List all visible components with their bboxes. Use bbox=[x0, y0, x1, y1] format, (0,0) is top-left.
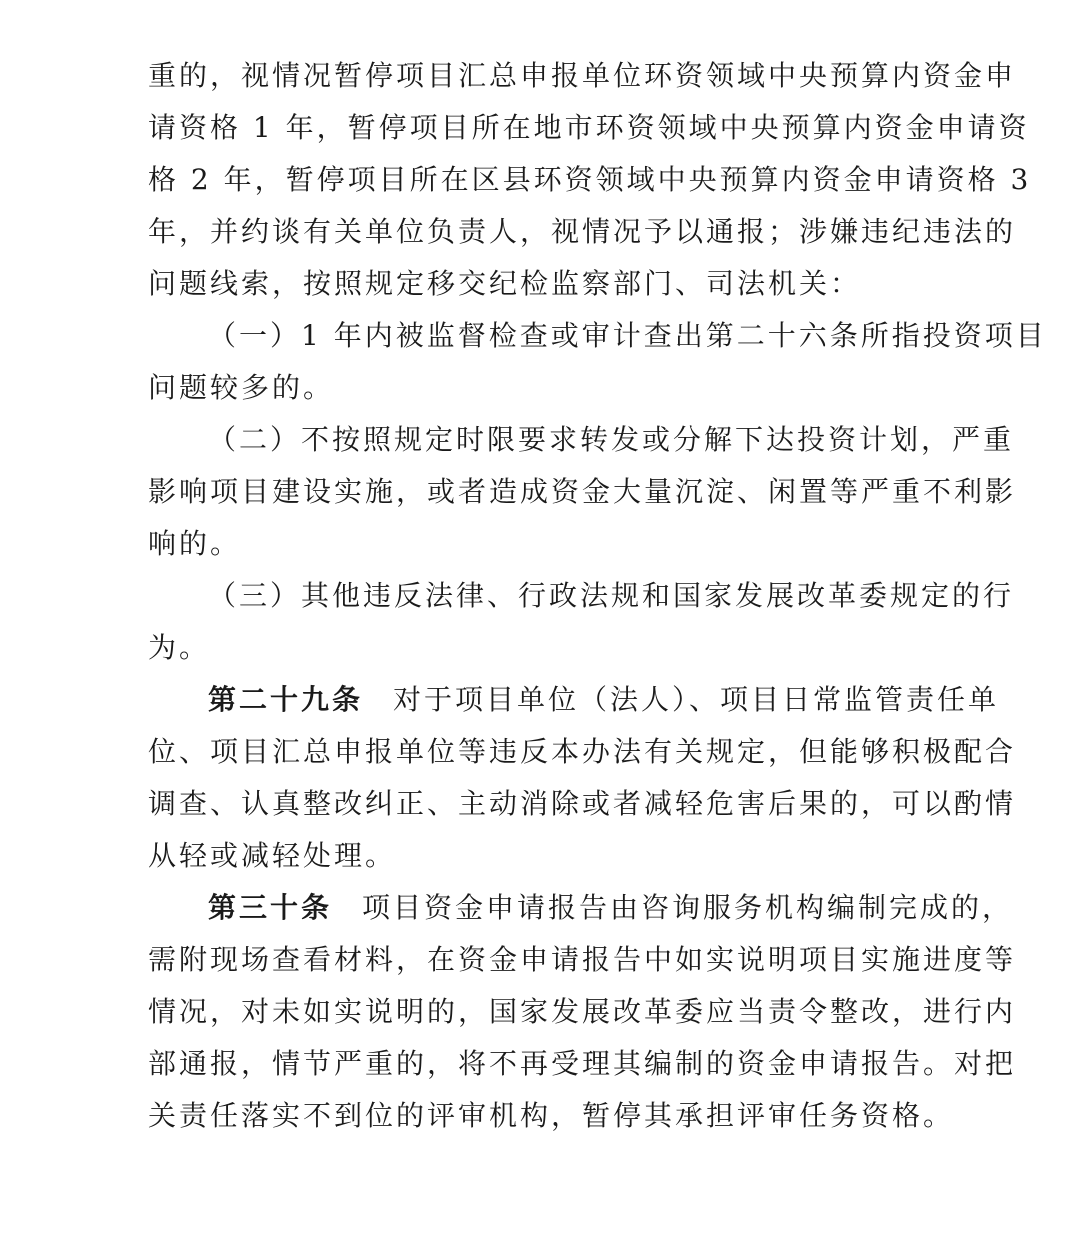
text-line: 年，并约谈有关单位负责人，视情况予以通报；涉嫌违纪违法的 bbox=[148, 215, 1017, 248]
article-29-first-line bbox=[148, 674, 1000, 726]
text-line: 影响项目建设实施，或者造成资金大量沉淀、闲置等严重不利影 bbox=[148, 475, 1017, 508]
text-line: 格 2 年，暂停项目所在区县环资领域中央预算内资金申请资格 3 bbox=[148, 163, 1032, 196]
text-line: 响的。 bbox=[148, 527, 242, 560]
document-body bbox=[148, 50, 1047, 1142]
list-item-1 bbox=[148, 310, 1047, 414]
article-30 bbox=[148, 882, 1017, 1142]
text-line: （二）不按照规定时限要求转发或分解下达投资计划，严重 bbox=[208, 423, 1015, 456]
article-heading: 第三十条 bbox=[208, 891, 333, 924]
text-line: 从轻或减轻处理。 bbox=[148, 839, 397, 872]
paragraph-intro bbox=[148, 50, 1032, 310]
list-item-2 bbox=[148, 414, 1017, 570]
text-line: 为。 bbox=[148, 631, 211, 664]
text-line: 请资格 1 年，暂停项目所在地市环资领域中央预算内资金申请资 bbox=[148, 111, 1030, 144]
text-line: 关责任落实不到位的评审机构，暂停其承担评审任务资格。 bbox=[148, 1099, 955, 1132]
text-line: 调查、认真整改纠正、主动消除或者减轻危害后果的，可以酌情 bbox=[148, 787, 1017, 820]
article-29 bbox=[148, 674, 1017, 882]
list-item-3 bbox=[148, 570, 1015, 674]
text-span: 对于项目单位（法人）、项目日常监管责任单 bbox=[393, 683, 1000, 716]
text-line: 位、项目汇总申报单位等违反本办法有关规定，但能够积极配合 bbox=[148, 735, 1017, 768]
article-30-first-line bbox=[148, 882, 1014, 934]
text-line: 需附现场查看材料，在资金申请报告中如实说明项目实施进度等 bbox=[148, 943, 1017, 976]
text-line: （三）其他违反法律、行政法规和国家发展改革委规定的行 bbox=[208, 579, 1015, 612]
text-span: 项目资金申请报告由咨询服务机构编制完成的， bbox=[362, 891, 1014, 924]
text-line: 情况，对未如实说明的，国家发展改革委应当责令整改，进行内 bbox=[148, 995, 1017, 1028]
article-heading: 第二十九条 bbox=[208, 683, 364, 716]
text-line: 部通报，情节严重的，将不再受理其编制的资金申请报告。对把 bbox=[148, 1047, 1017, 1080]
text-line: （一）1 年内被监督检查或审计查出第二十六条所指投资项目 bbox=[208, 319, 1047, 352]
text-line: 重的，视情况暂停项目汇总申报单位环资领域中央预算内资金申 bbox=[148, 59, 1017, 92]
text-line: 问题较多的。 bbox=[148, 371, 335, 404]
text-line: 问题线索，按照规定移交纪检监察部门、司法机关： bbox=[148, 267, 862, 300]
